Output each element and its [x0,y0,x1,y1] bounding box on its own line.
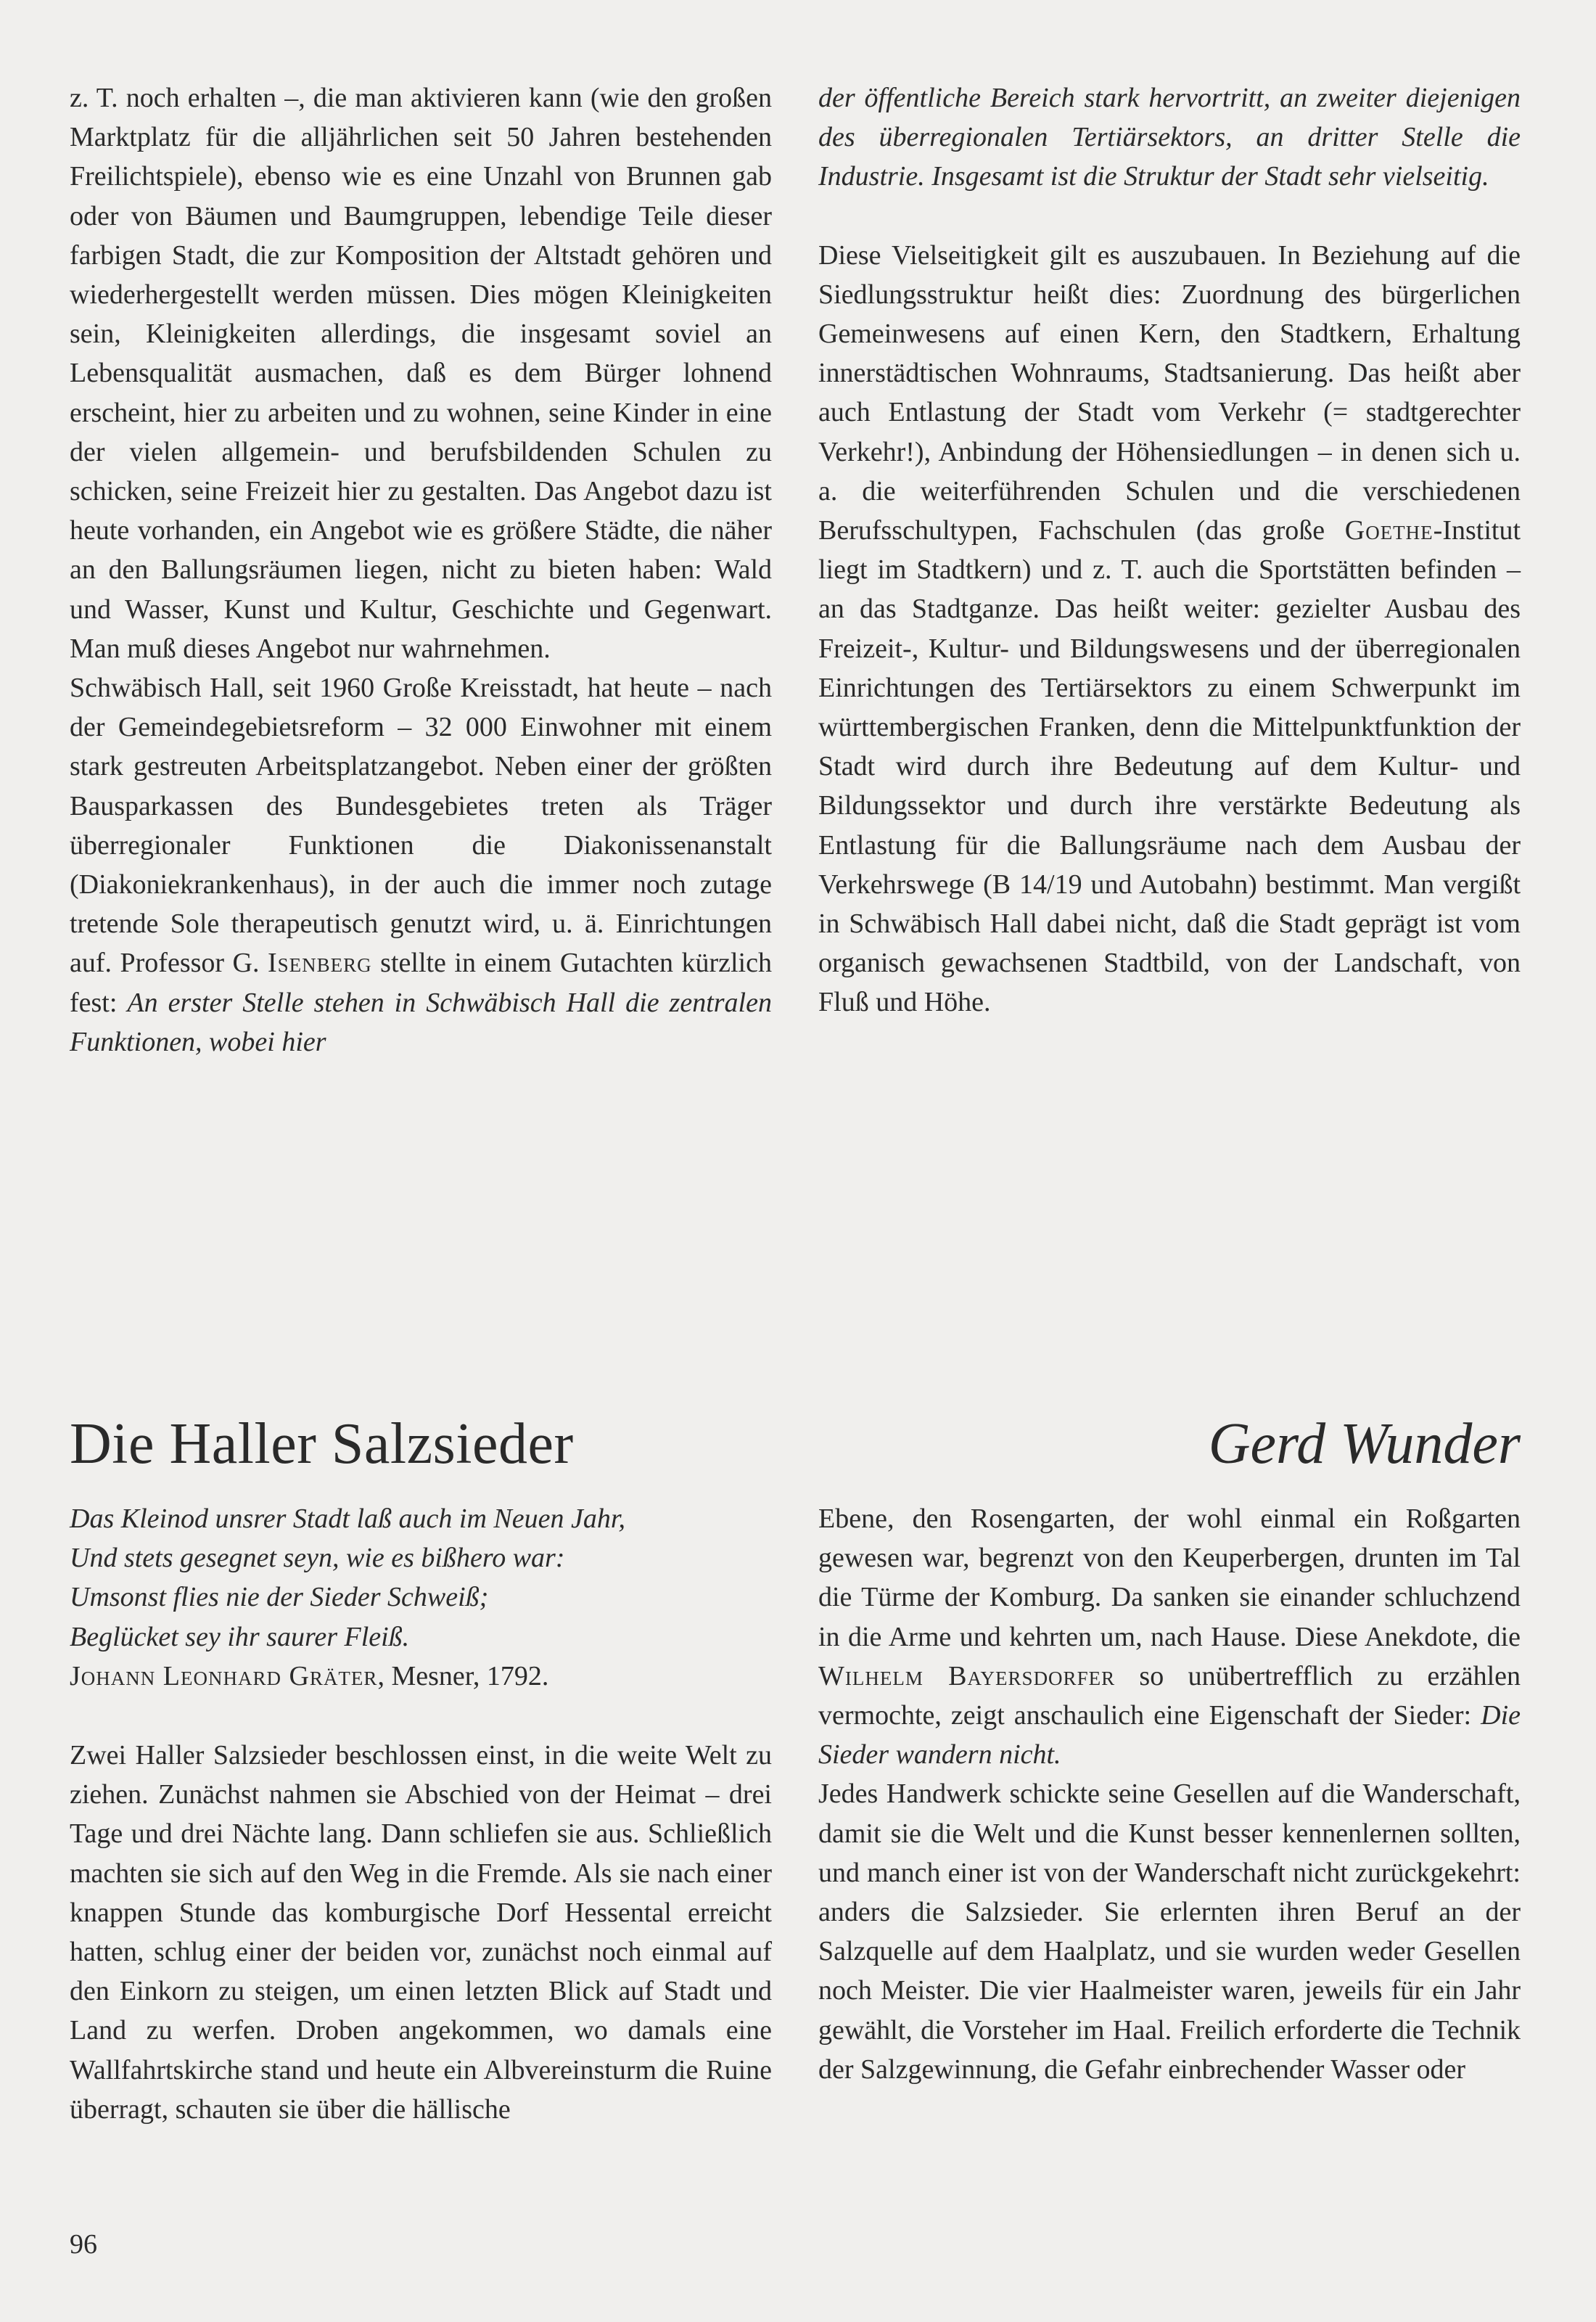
previous-article-left-column [70,78,772,1062]
paragraph [70,668,772,1062]
quotation: An erster Stelle stehen in Schwäbisch Hall die zentralen Funktionen, wobei hier [70,987,772,1057]
epigraph-line: Und stets gesegnet seyn, wie es bißhero war: [70,1543,565,1574]
previous-article-right-column [818,78,1521,1022]
paragraph-text: so unübertrefflich zu erzählen vermochte, zeigt anschaulich eine Eigenschaft der Sieder: [818,1660,1521,1731]
paragraph [818,1499,1521,1774]
article-title: Die Haller Salzsieder [70,1412,574,1476]
attribution-name: Johann Leonhard Gräter [70,1660,378,1691]
person-name: Wilhelm Bayersdorfer [818,1660,1116,1691]
paragraph: Zwei Haller Salzsieder beschlossen einst, in die weite Welt zu ziehen. Zunächst nahmen sie Abschied von der Heimat – drei Tage und drei Nächte lang. Dann schliefen sie aus. Schließlich machten sie sich auf den Weg in die Fremde. Als sie nach einer knappen Stunde das komburgische Dorf Hessental erreicht hatten, schlug einer der beiden vor, zunächst noch einmal auf den Einkorn zu steigen, um einen letzten Blick auf Stadt und Land zu werfen. Droben angekommen, wo damals eine Wallfahrtskirche stand und heute ein Albvereinsturm die Ruine überragt, schauten sie über die hällische [70,1740,772,2125]
paragraph: z. T. noch erhalten –, die man aktivieren kann (wie den großen Marktplatz für die alljährlichen seit 50 Jahren bestehenden Freilichtspiele), ebenso wie es eine Unzahl von Brunnen gab oder von Bäumen und Baumgruppen, lebendige Teile dieser farbigen Stadt, die zur Komposition der Altstadt gehören und wiederhergestellt werden müssen. Dies mögen Kleinigkeiten sein, Kleinigkeiten allerdings, die insgesamt soviel an Lebensqualität ausmachen, daß es dem Bürger lohnend erscheint, hier zu arbeiten und zu wohnen, seine Kinder in eine der vielen allgemein- und berufsbildenden Schulen zu schicken, seine Freizeit hier zu gestalten. Das Angebot dazu ist heute vorhanden, ein Angebot wie es größere Städte, die näher an den Ballungsräumen liegen, nicht zu bieten haben: Wald und Wasser, Kunst und Kultur, Geschichte und Gegenwart. Man muß dieses Angebot nur wahrnehmen. [70,83,772,664]
epigraph-attribution [70,1657,772,1696]
attribution-detail: , Mesner, 1792. [377,1660,549,1691]
epigraph-line: Umsonst flies nie der Sieder Schweiß; [70,1582,489,1613]
paragraph-text: Ebene, den Rosengarten, der wohl einmal ein Roßgarten gewesen war, begrenzt von den Keuperbergen, drunten im Tal die Türme der Komburg. Da sanken sie einander schluchzend in die Arme und kehrten um, nach Hause. Diese Anekdote, die [818,1503,1521,1652]
epigraph [70,1499,772,1696]
quotation: der öffentliche Bereich stark hervortritt, an zweiter diejenigen des überregionalen Tertiärsektors, an dritter Stelle die Industrie. Insgesamt ist die Struktur der Stadt sehr vielseitig. [818,83,1521,192]
emphasis: Die Sieder wandern nicht. [818,1700,1521,1771]
paragraph [818,236,1521,1022]
paragraph-text: Diese Vielseitigkeit gilt es auszubauen. In Beziehung auf die Siedlungsstruktur heißt dies: Zuordnung des bürgerlichen Gemeinwesens auf einen Kern, den Stadtkern, Erhaltung innerstädtischen Wohnraums, Stadtsanierung. Das heißt aber auch Entlastung der Stadt vom Verkehr (= stadtgerechter Verkehr!), Anbindung der Höhensiedlungen – in denen sich u. a. die weiterführenden Schulen und die verschiedenen Berufsschultypen, Fachschulen (das große [818,239,1521,546]
epigraph-line: Das Kleinod unsrer Stadt laß auch im Neuen Jahr, [70,1503,625,1534]
page-number: 96 [70,2229,97,2260]
person-name: Isenberg [268,948,372,979]
paragraph-text: Schwäbisch Hall, seit 1960 Große Kreisstadt, hat heute – nach der Gemeindegebietsreform – 32 000 Einwohner mit einem stark gestreuten Arbeitsplatzangebot. Neben einer der größten Bausparkassen des Bundesgebietes treten als Träger überregionaler Funktionen die Diakonissenanstalt (Diakoniekrankenhaus), in der auch die immer noch zutage tretende Sole therapeutisch genutzt wird, u. ä. Einrichtungen auf. Professor G. [70,673,772,979]
paragraph: Jedes Handwerk schickte seine Gesellen auf die Wanderschaft, damit sie die Welt und die Kunst besser kennenlernen sollten, und manch einer ist von der Wanderschaft nicht zurückgekehrt: anders die Salzsieder. Sie erlernten ihren Beruf an der Salzquelle auf dem Haalplatz, und sie wurden weder Gesellen noch Meister. Die vier Haalmeister waren, jeweils für ein Jahr gewählt, die Vorsteher im Haal. Freilich erforderte die Technik der Salzgewinnung, die Gefahr einbrechender Wasser oder [818,1779,1521,2085]
article-right-column [818,1499,1521,2089]
paragraph-text: stellte in einem Gutachten kürzlich fest: [70,948,772,1018]
paragraph-text: -Institut liegt im Stadtkern) und z. T. auch die Sportstätten befinden – an das Stadtganze. Das heißt weiter: gezielter Ausbau des Freizeit-, Kultur- und Bildungswesens und der überregionalen Einrichtungen des Tertiärsektors zu einem Schwerpunkt im württembergischen Franken, denn die Mittelpunktfunktion der Stadt wird durch ihre Bedeutung auf dem Kultur- und Bildungssektor und durch ihre verstärkte Bedeutung als Entlastung für die Ballungsräume nach dem Ausbau der Verkehrswege (B 14/19 und Autobahn) bestimmt. Man vergißt in Schwäbisch Hall dabei nicht, daß die Stadt geprägt ist vom organisch gewachsenen Stadtbild, von der Landschaft, von Fluß und Höhe. [818,515,1521,1018]
epigraph-line: Beglücket sey ihr saurer Fleiß. [70,1621,410,1652]
article-author: Gerd Wunder [1208,1412,1521,1476]
paragraph-gap [818,197,1521,236]
institute-name: Goethe [1344,515,1433,546]
article-left-column [70,1736,772,2129]
